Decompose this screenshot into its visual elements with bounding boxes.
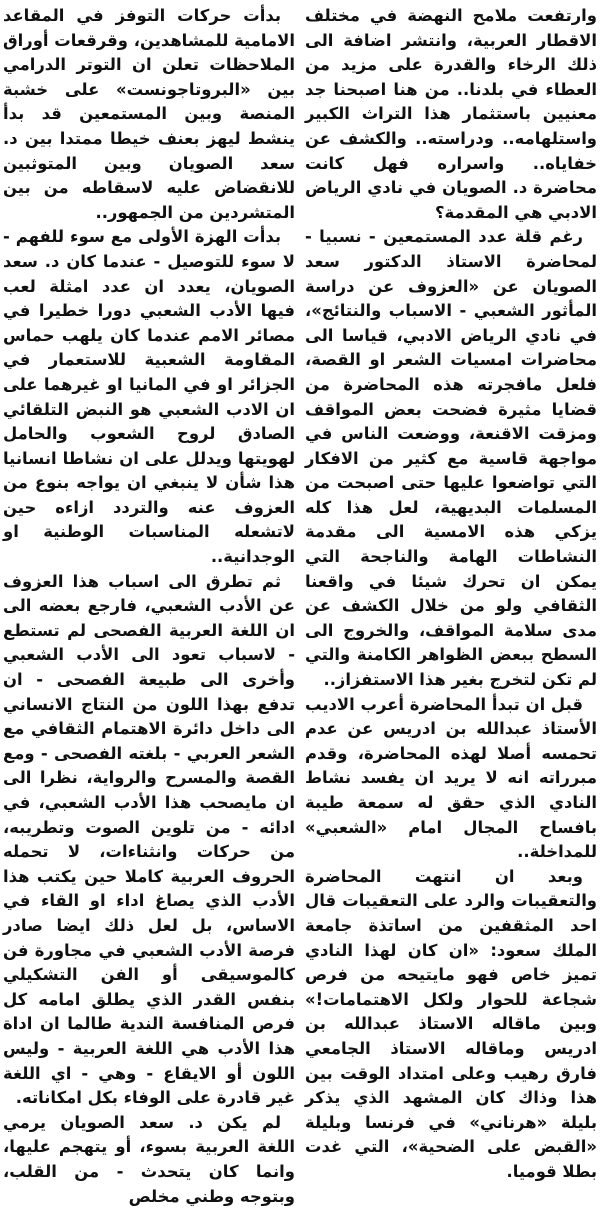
paragraph: رغم قلة عدد المستمعين - نسبيا - لمحاضرة الاستاذ الدكتور سعد الصويان عن «العزوف عن دراسة المأثور الشعبي - الاسباب والنتائج»، في نادي الرياض الادبي، قياسا الى محاضرات امسيات الشعر او القصة، فلعل مافجرته هذه المحاضرة من قضايا مثيرة فضحت بعض المواقف ومزقت الاقنعة، ووضعت الناس في مواجهة قاسية مع كثير من الافكار التي تواضعوا عليها حتى اصبحت من المسلمات البديهية، لعل هذا كله يزكي هذه الامسية الى مقدمة النشاطات الهامة والناجحة التي يمكن ان تحرك شيئا في واقعنا الثقافي ولو من خلال الكشف عن مدى سلامة المواقف، والخروج الى السطح ببعض الظواهر الكامنة والتي لم تكن لتخرج بغير هذا الاستفزاز.. <box>305 227 597 690</box>
paragraph: لم يكن د. سعد الصويان يرمي اللغة العربية بسوء، أو يتهجم عليها، وانما كان يتحدث - من القلب، وبتوجه وطني مخلص <box>3 1112 295 1206</box>
article-column-left <box>3 4 295 1206</box>
paragraph: بدأت الهزة الأولى مع سوء للفهم - لا سوء للتوصيل - عندما كان د. سعد الصويان، يعدد ان عدد امثلة لعب فيها الأدب الشعبي دورا خطيرا في مصائر الامم عندما كان يلهب حماس المقاومة الشعبية للاستعمار في الجزائر او في المانيا او غيرهما على ان الادب الشعبي هو النبض التلقائي الصادق لروح الشعوب والحامل لهويتها ويدلل على ان نشاطا انسانيا هذا شأن لا ينبغي ان يواجه بنوع من العزوف عنه والتردد ازاءه حين لاتشعله المناسبات الوطنية او الوجدانية.. <box>3 227 295 567</box>
article-column-right <box>305 4 597 1181</box>
paragraph: وبعد ان انتهت المحاضرة والتعقيبات والرد على التعقيبات قال احد المثقفين من اساتذة جامعة الملك سعود: «ان كان لهذا النادي تميز خاص فهو مايتيحه من فرص شجاعة للحوار ولكل الاهتمامات!» وبين ماقاله الاستاذ عبدالله بن ادريس وماقاله الاستاذ الجامعي فارق رهيب وعلى امتداد الوقت بين هذا وذاك كان المشهد الذي يذكر بليلة «هرناني» في فرنسا وبليلة «القبض على الضحية»، التي غدت بطلا قوميا. <box>305 866 597 1181</box>
paragraph: قبل ان تبدأ المحاضرة أعرب الاديب الأستاذ عبدالله بن ادريس عن عدم تحمسه أصلا لهذه المحاضرة، وقدم مبرراته انه لا يريد ان يفسد نشاط النادي الذي حقق له سمعة طيبة بافساح المجال امام «الشعبي» للمداخلة.. <box>305 694 597 862</box>
paragraph: وارتفعت ملامح النهضة في مختلف الاقطار العربية، وانتشر اضافة الى ذلك الرخاء والقدرة على مزيد من العطاء في بلدنا.. من هنا اصبحنا جد معنيين باستثمار هذا التراث الكبير واستلهامه.. ودراسته.. والكشف عن خفاياه.. واسراره فهل كانت محاضرة د. الصويان في نادي الرياض الادبي هي المقدمة؟ <box>305 6 597 222</box>
paragraph: ثم تطرق الى اسباب هذا العزوف عن الأدب الشعبي، فارجع بعضه الى ان اللغة العربية الفصحى لم تستطع - لاسباب تعود الى الأدب الشعبي وأخرى الى طبيعة الفصحى - ان تدفع بهذا اللون من النتاج الانساني الى داخل دائرة الاهتمام الثقافي مع الشعر العربي - بلغته الفصحى - ومع القصة والمسرح والرواية، نظرا الى ان مايصحب هذا الأدب الشعبي، في ادائه - من تلوين الصوت وتطريبه، من حركات وانثناءات، لا تحمله الحروف العربية كاملا حين يكتب هذا الأدب الذي يصاغ اداء او القاء في الاساس، بل لعل ذلك ايضا صادر فرصة الأدب الشعبي في مجاورة فن كالموسيقى أو الفن التشكيلي بنفس القدر الذي يطلق امامه كل فرص المنافسة الندية طالما ان اداة هذا الأدب هي اللغة العربية - وليس اللون أو الايقاع - وهي - اي اللغة غير قادرة على الوفاء بكل امكاناته. <box>3 571 295 1108</box>
paragraph: بدأت حركات التوفز في المقاعد الامامية للمشاهدين، وقرقعات أوراق الملاحظات تعلن ان التوتر الدرامي بين «البروتاجونست» على خشبة المنصة وبين المستمعين قد بدأ ينشط ليهز بعنف خيطا ممتدا بين د. سعد الصويان وبين المتوثبين للانقضاض عليه لاسقاطه من بين المتشردين من الجمهور.. <box>3 6 295 222</box>
